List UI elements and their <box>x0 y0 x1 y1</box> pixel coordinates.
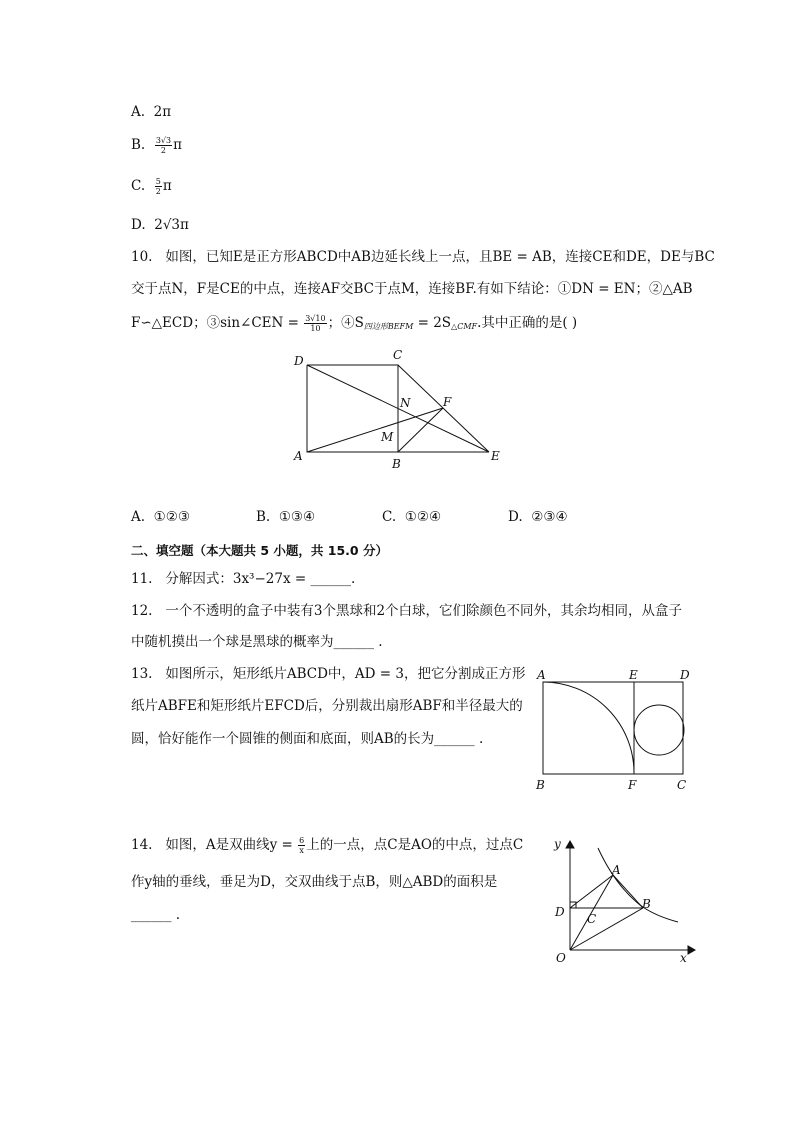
denominator: 2 <box>155 187 161 196</box>
q10-option-a <box>131 509 190 525</box>
denominator: x <box>299 846 304 855</box>
question-number: 10. <box>131 249 153 265</box>
option-label: C. <box>382 509 397 525</box>
q10-option-d <box>508 509 568 525</box>
option-label: B. <box>256 509 271 525</box>
question-text: ；④S <box>327 315 364 331</box>
option-text: π <box>162 178 172 194</box>
question-text: 一个不透明的盒子中装有3个黑球和2个白球，它们除颜色不同外，其余均相同，从盒子 <box>165 603 683 619</box>
question-text: 如图所示，矩形纸片ABCD中，AD = 3，把它分割成正方形 <box>165 666 526 682</box>
option-text: ①③④ <box>278 509 316 525</box>
sector-arc <box>543 682 634 774</box>
option-text: 2π <box>153 104 172 120</box>
q10-line1 <box>131 247 715 267</box>
label-b: B <box>642 897 651 911</box>
question-text: 分解因式：3x³−27x = ______. <box>165 571 356 587</box>
label-a: A <box>612 863 621 877</box>
subscript: △CMF <box>451 322 478 331</box>
q10-figure <box>285 345 510 475</box>
numerator: 5 <box>155 177 161 186</box>
label-c: C <box>393 348 403 362</box>
option-label: D. <box>131 217 146 233</box>
option-label: B. <box>131 137 146 153</box>
label-n: N <box>400 396 411 410</box>
label-d: D <box>680 668 690 682</box>
denominator: 10 <box>310 324 321 333</box>
q14-line2: 作y轴的垂线，垂足为D，交双曲线于点B，则△ABD的面积是 <box>131 874 498 890</box>
question-text: 如图，A是双曲线y = <box>165 837 293 853</box>
question-text: .其中正确的是( ) <box>477 315 578 331</box>
q13-figure <box>530 664 700 794</box>
question-number: 13. <box>131 666 153 682</box>
q14-figure <box>540 830 700 970</box>
option-text: ①②④ <box>404 509 442 525</box>
numerator: 3√10 <box>305 314 326 323</box>
option-text: 2√3π <box>154 217 189 233</box>
label-e: E <box>629 668 638 682</box>
numerator: 6 <box>299 836 305 845</box>
option-label: C. <box>131 178 146 194</box>
q11 <box>131 569 355 589</box>
q9-option-b <box>131 136 182 155</box>
numerator: 3√3 <box>155 136 172 145</box>
label-f: F <box>443 395 452 409</box>
q9-option-c <box>131 177 172 196</box>
question-text: = 2S <box>413 315 452 331</box>
rectangle-abcd <box>543 682 683 774</box>
label-y: y <box>554 837 561 851</box>
fraction <box>155 177 162 196</box>
fraction <box>155 136 172 155</box>
q9-option-a <box>131 104 171 120</box>
fraction <box>304 314 326 333</box>
label-o: O <box>556 951 566 965</box>
label-d: D <box>294 354 304 368</box>
label-f: F <box>628 778 637 792</box>
fraction <box>298 836 305 855</box>
label-b: B <box>536 778 545 792</box>
option-text: ②③④ <box>531 509 568 525</box>
question-number: 11. <box>131 571 153 587</box>
line-bf <box>398 408 443 452</box>
label-b: B <box>392 457 401 471</box>
option-label: A. <box>131 509 146 525</box>
y-axis-arrow <box>566 841 574 848</box>
denominator: 2 <box>160 146 166 155</box>
question-text: F∽△ECD；③sin∠CEN = <box>131 315 299 331</box>
label-a: A <box>294 449 303 463</box>
label-c: C <box>677 778 687 792</box>
q10-line3 <box>131 313 577 337</box>
label-x: x <box>680 951 687 965</box>
q9-option-d <box>131 217 189 233</box>
option-text: ①②③ <box>153 509 190 525</box>
label-e: E <box>491 449 500 463</box>
line-af <box>307 408 443 452</box>
q14-line3: ______ . <box>131 907 181 923</box>
q14-line1 <box>131 835 523 855</box>
label-d: D <box>555 905 565 919</box>
question-text: 上的一点，点C是AO的中点，过点C <box>306 837 524 853</box>
q13-line1 <box>131 664 526 684</box>
section-heading: 二、填空题（本大题共 5 小题，共 15.0 分） <box>131 543 388 558</box>
option-text: π <box>173 137 182 153</box>
label-m: M <box>381 430 394 444</box>
q10-option-b <box>256 509 315 525</box>
label-c: C <box>587 912 597 926</box>
q10-option-c <box>382 509 441 525</box>
q10-line2: 交于点N，F是CE的中点，连接AF交BC于点M，连接BF.有如下结论：①DN = EN；②△AB <box>131 281 693 297</box>
label-a: A <box>537 668 546 682</box>
q12-line1 <box>131 601 682 621</box>
line-ab <box>613 875 643 908</box>
option-label: D. <box>508 509 523 525</box>
line-ob <box>570 908 643 950</box>
q13-line3: 圆，恰好能作一个圆锥的侧面和底面，则AB的长为______ . <box>131 731 484 747</box>
base-circle <box>634 705 684 755</box>
subscript: 四边形BEFM <box>363 322 414 331</box>
option-label: A. <box>131 104 146 120</box>
q12-line2: 中随机摸出一个球是黑球的概率为______ . <box>131 634 383 650</box>
q13-line2: 纸片ABFE和矩形纸片EFCD后，分别裁出扇形ABF和半径最大的 <box>131 698 523 714</box>
question-number: 14. <box>131 837 153 853</box>
question-text: 如图，已知E是正方形ABCD中AB边延长线上一点，且BE = AB，连接CE和DE，DE与BC <box>165 249 715 265</box>
question-number: 12. <box>131 603 153 619</box>
x-axis-arrow <box>688 946 695 954</box>
